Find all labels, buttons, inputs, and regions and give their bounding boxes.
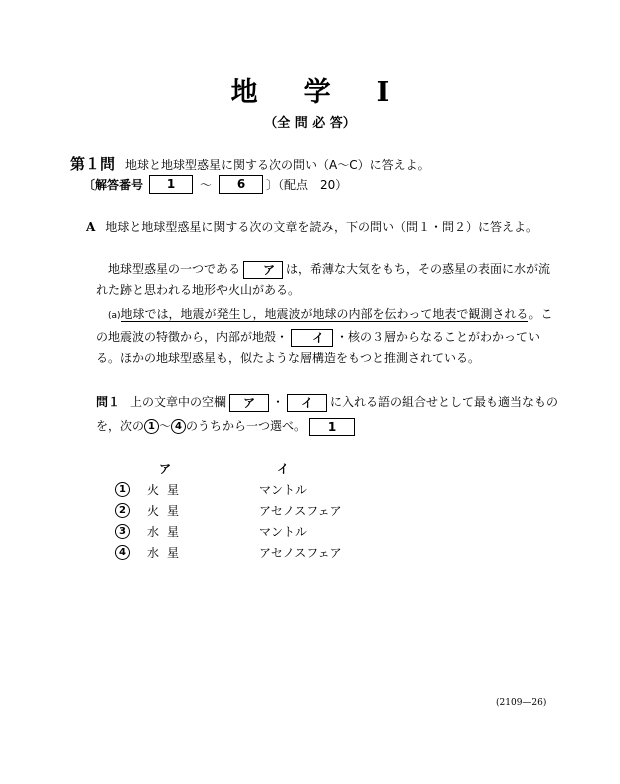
choice-row-3[interactable]: [115, 521, 342, 542]
q-text: のうちから一つ選べ。: [186, 419, 307, 433]
answer-to-box: 6: [219, 175, 263, 194]
points-label: 〕（配点 20）: [266, 178, 348, 192]
title-char-1: 地: [230, 77, 258, 108]
choice-row-2[interactable]: [115, 500, 342, 521]
title-char-2: 学: [303, 77, 331, 108]
answer-box-1: 1: [309, 418, 355, 436]
title-char-3: I: [376, 77, 390, 108]
passage-text: 。この地震波の特徴から，内部が地殻・: [96, 307, 553, 344]
question-number: 第１問: [70, 155, 116, 173]
q-blank-b-box: イ: [287, 394, 327, 412]
blank-b-box: イ: [291, 329, 333, 347]
choice-b-3: マントル: [259, 525, 308, 539]
choice-a-4: 水星: [147, 546, 188, 560]
choice-a-3: 水星: [147, 525, 188, 539]
answer-number-label: 〔解答番号: [83, 178, 144, 192]
page-title: [0, 70, 620, 109]
answer-number-row: [83, 175, 347, 194]
passage-paragraph-2: [96, 304, 556, 369]
q-blank-a-box: ア: [229, 394, 269, 412]
choice-b-2: アセノスフェア: [259, 504, 342, 518]
question-instruction: 地球と地球型惑星に関する次の問い（A～C）に答えよ。: [125, 158, 430, 172]
section-a-header: [86, 218, 538, 235]
passage-text: は，希薄な大気をもち，その惑星の表面に水が流れた跡と思われる地形や火山がある。: [96, 262, 551, 297]
choice-number-2: 2: [115, 503, 130, 518]
choice-row-1[interactable]: [115, 479, 342, 500]
question-1-header: [70, 153, 430, 174]
underlined-text: 地球では，地震が発生し，地震波が地球の内部を伝わって地表で観測される: [120, 307, 529, 321]
choice-b-4: アセノスフェア: [259, 546, 342, 560]
q-text: に入れる語の組合せとして最も適当なものを，次の: [96, 395, 559, 433]
section-a-instruction: 地球と地球型惑星に関する次の文章を読み，下の問い（問１・問２）に答えよ。: [105, 220, 539, 234]
answer-tilde: ～: [200, 178, 213, 192]
section-a-letter: A: [86, 220, 96, 234]
choice-number-3: 3: [115, 524, 130, 539]
choice-circle-first: 1: [144, 419, 159, 434]
q-text: 上の文章中の空欄: [130, 395, 227, 409]
q-dot: ・: [272, 395, 285, 409]
question-1-1: [96, 390, 566, 438]
choice-number-4: 4: [115, 545, 130, 560]
col-b-header: イ: [277, 461, 290, 476]
choices-header: [115, 457, 342, 479]
col-a-header: ア: [159, 461, 172, 476]
sub-question-label: 問１: [96, 395, 121, 409]
choice-b-1: マントル: [259, 483, 308, 497]
choice-a-2: 火星: [147, 504, 188, 518]
page-footer-code: (2109—26): [496, 698, 547, 708]
q-tilde: ～: [159, 419, 172, 433]
choice-number-1: 1: [115, 482, 130, 497]
passage-text: 地球型惑星の一つである: [108, 262, 241, 276]
choice-a-1: 火星: [147, 483, 188, 497]
choices-table: [115, 457, 342, 563]
choice-row-4[interactable]: [115, 542, 342, 563]
passage-text: ・核の３層からなることがわかっている。ほかの地球型惑星も，似たような層構造をもつと推測されている。: [96, 330, 541, 365]
page-subtitle: （全 問 必 答）: [264, 116, 356, 131]
choice-circle-last: 4: [171, 419, 186, 434]
blank-a-box: ア: [243, 261, 283, 279]
answer-from-box: 1: [149, 175, 193, 194]
passage-paragraph-1: [96, 259, 556, 301]
underline-marker: (a): [108, 311, 121, 321]
